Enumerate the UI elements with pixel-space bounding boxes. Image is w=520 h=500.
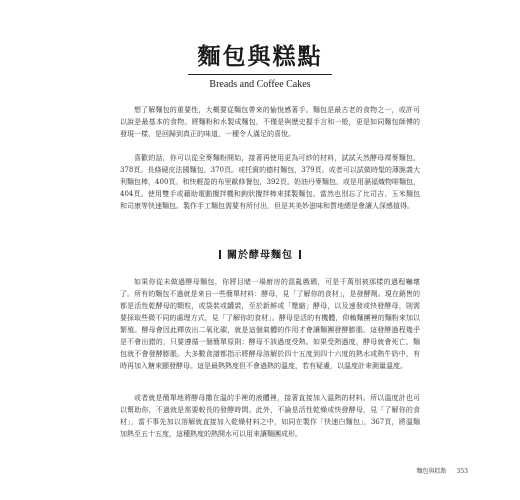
paragraph-text: 如果你從未做過酵母麵包，你將目睹一場廚房的混亂戲碼，可是千萬別被那樣的過程嚇壞了。所有的麵包不過就是來自一些簡單材料：酵母，見「了解你的食材」，是發酵劑。現在銷售的都是活性乾酵母的顆粒，或袋裝或罐裝，至於新鮮或「壓縮」酵母，以及速發或快發酵母，則需要採取些微不同的處理方式，見「了解你的食材」。酵母是活的有機體，仰賴麵團裡的麵粉來加以繁殖。酵母會因此釋放出二氧化碳，就是這個氣體的作用才會讓麵團發酵膨脹。這發酵過程幾乎是不會出錯的，只要遵循一個簡單原則：酵母不該過度受熱。如果受熱過度，酵母就會死亡，麵包就不會發酵膨脹。大多數食譜都指示將酵母溶解於四十五度到四十六度的熱水或熱牛奶中，有時再加入糖來顯發酵母。這是最熱熱度但不會過熱的溫度，若有疑慮，以溫度計來測量溫度。 (120, 278, 420, 370)
paragraph-text: 喜歡的話，你可以從全麥麵粉開始，接著再使用更為可紗的材料，試試天然酵母裸麥麵包，378頁。長條硬皮法國麵包，370頁。或托賓的德村麵包，379頁。或者可以試做時髦的薄脆義大利麵包棒，400頁。和快輕盈的布里歐修餐包，392頁。奶油丹麥麵包，或是用濕福熾物啡麵包，404頁。使用雙手或藉助電動攪拌機和鉤狀攪拌棒來揉製麵包。當然也別忘了比司吉、玉米麵包和司康等快速麵包。製作手工麵包需要有所付出，但是其美妙滋味和質地總是會讓人深感值得。 (120, 154, 420, 210)
page-footer (417, 466, 468, 475)
section-heading (0, 246, 520, 261)
title-divider (188, 74, 332, 75)
chapter-title: 麵包與糕點 (197, 43, 323, 70)
chapter-subtitle: Breads and Coffee Cakes (209, 79, 311, 90)
paragraph-text: 想了解麵包的重要性，大概要從麵包帶來的愉悅感著手。麵包是最古老的食物之一，或許可以說是最基本的食物。將麵粉和水製成麵包，不僅是與歷史握手言和一般，更是如同麵包師傅的發現一樣，是回歸到真正的味道，一種令人滿足的喜悅。 (120, 106, 420, 138)
paragraph-text: 或者就是簡單地將酵母撒在溫的手裡的液體裡，接著直接加入溫熱的材料。所以溫度計也可以幫助你，不過就是需要較長的發酵時間。此外，不論是活性乾燥或快發酵母，見「了解你的食材」，當不事先加以溶解就直接加入乾燥材料之中，如同在製作「快速白麵包」，367頁，將溫麵加熱至五十五度，這種熱度的熱開水可以用來讓麵團成形。 (120, 394, 420, 438)
intro-paragraph-1 (120, 104, 420, 140)
intro-paragraph-2 (120, 152, 420, 212)
section-heading-text: 關於酵母麵包 (227, 250, 293, 261)
section-paragraph-1 (120, 276, 420, 372)
heading-left-bar (219, 250, 221, 259)
running-footer-title: 麵包與糕點 (416, 468, 447, 475)
page-number: 353 (456, 468, 468, 475)
section-paragraph-2 (120, 392, 420, 440)
heading-right-bar (299, 250, 301, 259)
